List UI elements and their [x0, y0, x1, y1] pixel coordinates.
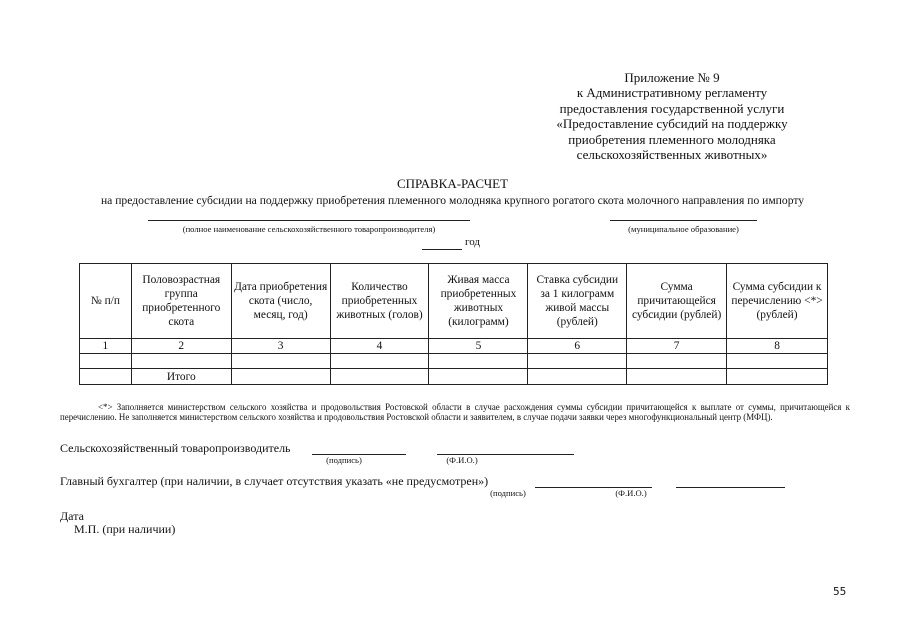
accountant-name-line — [676, 487, 785, 488]
table-cell[interactable] — [627, 369, 727, 385]
header-cell: № п/п — [80, 264, 132, 339]
column-number: 6 — [528, 339, 627, 354]
date-label: Дата — [60, 509, 84, 523]
producer-name-hint-sig: (Ф.И.О.) — [446, 455, 478, 465]
table-cell[interactable] — [727, 369, 828, 385]
column-number: 2 — [131, 339, 231, 354]
column-number: 8 — [727, 339, 828, 354]
stamp-label: М.П. (при наличии) — [74, 522, 176, 536]
column-number-row — [80, 339, 828, 354]
header-cell: Сумма субсидии к перечислению <*> (рублей) — [727, 264, 828, 339]
table-cell[interactable] — [80, 354, 132, 369]
producer-signature-hint: (подпись) — [326, 455, 362, 465]
calculation-table — [79, 263, 828, 385]
header-cell: Дата приобретения скота (число, месяц, год) — [231, 264, 330, 339]
table-cell[interactable] — [727, 354, 828, 369]
appendix-line: приобретения племенного молодняка — [568, 131, 776, 147]
table-cell[interactable] — [429, 369, 528, 385]
table-cell[interactable] — [528, 369, 627, 385]
column-number: 1 — [80, 339, 132, 354]
table-cell — [80, 369, 132, 385]
total-label: Итого — [131, 369, 231, 385]
header-cell: Сумма причитающейся субсидии (рублей) — [627, 264, 727, 339]
total-row — [80, 369, 828, 385]
table-cell[interactable] — [131, 354, 231, 369]
accountant-signature-hint: (подпись) — [490, 488, 526, 498]
column-number: 5 — [429, 339, 528, 354]
header-cell: Ставка субсидии за 1 килограмм живой массы (рублей) — [528, 264, 627, 339]
table-cell[interactable] — [330, 369, 429, 385]
column-number: 4 — [330, 339, 429, 354]
appendix-line: «Предоставление субсидий на поддержку — [556, 116, 788, 132]
document-title: СПРАВКА-РАСЧЕТ — [396, 176, 509, 191]
header-cell: Половозрастная группа приобретенного скота — [131, 264, 231, 339]
appendix-header — [522, 70, 822, 162]
column-number: 7 — [627, 339, 727, 354]
table-cell[interactable] — [231, 354, 330, 369]
producer-name-line — [148, 220, 470, 221]
footnote: <*> Заполняется министерством сельского хозяйства и продовольствия Ростовской области в случае расхождения суммы субсидии причитающейся к выплате от суммы, причитающейся к перечислению. Не заполняется министерством сельского хозяйства и продовольствия Ростовской области и заявителем, в случае подачи заявки через многофункциональный центр (МФЦ). — [60, 402, 850, 423]
table-cell[interactable] — [231, 369, 330, 385]
table-row — [80, 354, 828, 369]
appendix-line: сельскохозяйственных животных» — [576, 147, 768, 163]
municipality-line — [610, 220, 757, 221]
accountant-name-hint: (Ф.И.О.) — [615, 488, 647, 498]
header-cell: Живая масса приобретенных животных (килограмм) — [429, 264, 528, 339]
producer-signature-label: Сельскохозяйственный товаропроизводитель — [60, 441, 291, 455]
producer-name-hint: (полное наименование сельскохозяйственного товаропроизводителя) — [182, 224, 436, 234]
table-cell[interactable] — [429, 354, 528, 369]
column-number: 3 — [231, 339, 330, 354]
appendix-line: предоставления государственной услуги — [559, 100, 785, 116]
municipality-hint: (муниципальное образование) — [628, 224, 739, 234]
year-label: год — [465, 236, 481, 248]
table-cell[interactable] — [627, 354, 727, 369]
table-cell[interactable] — [330, 354, 429, 369]
header-cell: Количество приобретенных животных (голов) — [330, 264, 429, 339]
page-number: 55 — [833, 586, 847, 598]
document-subtitle: на предоставление субсидии на поддержку приобретения племенного молодняка крупного рогатого скота молочного направления по импорту — [100, 194, 805, 207]
appendix-line: Приложение № 9 — [624, 70, 720, 85]
year-line — [422, 249, 462, 250]
table-cell[interactable] — [528, 354, 627, 369]
table-header-row — [80, 264, 828, 339]
accountant-signature-label: Главный бухгалтер (при наличии, в случает отсутствия указать «не предусмотрен») — [60, 474, 489, 488]
appendix-line: к Административному регламенту — [576, 85, 768, 101]
